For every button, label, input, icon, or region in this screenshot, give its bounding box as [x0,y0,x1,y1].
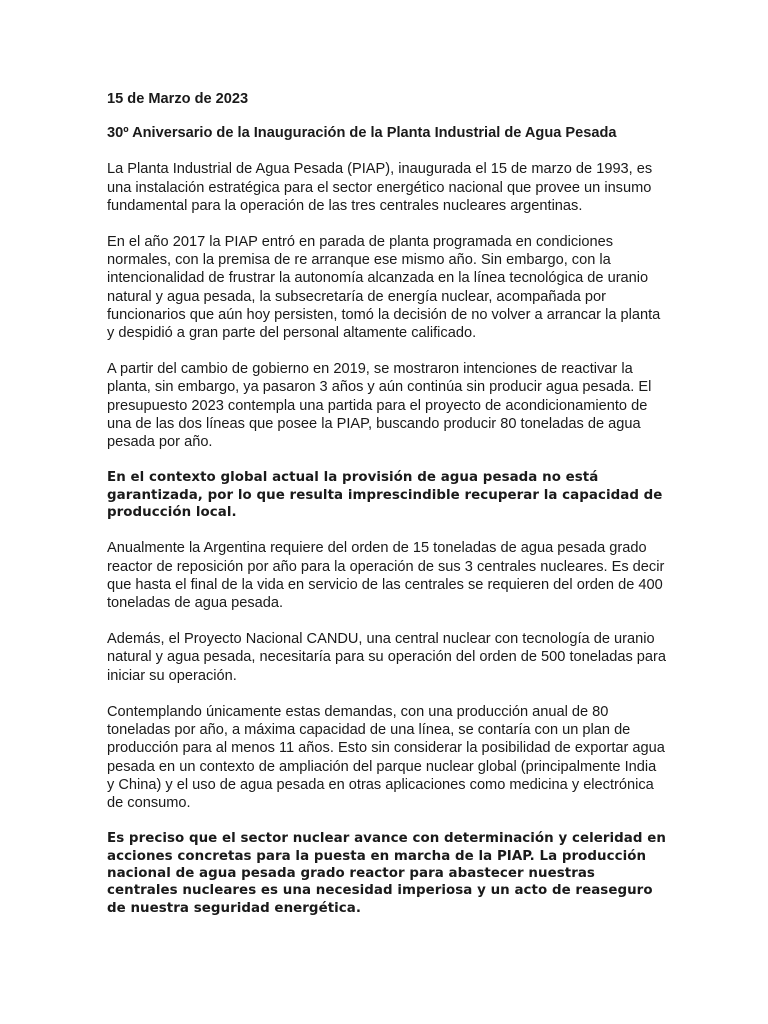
paragraph-annual-demand: Anualmente la Argentina requiere del orden de 15 toneladas de agua pesada grado reactor de reposición por año para la operación de sus 3 centrales nucleares. Es decir que hasta el final de la vida en servicio de las centrales se requieren del orden de 400 toneladas de agua pesada. [107,540,665,612]
paragraph-piap-intro: La Planta Industrial de Agua Pesada (PIAP), inaugurada el 15 de marzo de 1993, es una instalación estratégica para el sector energético nacional que provee un insumo fundamental para la operación de las tres centrales nucleares argentinas. [107,161,653,214]
paragraph-candu-project: Además, el Proyecto Nacional CANDU, una central nuclear con tecnología de uranio natural y agua pesada, necesitaría para su operación del orden de 500 toneladas para iniciar su operación. [107,631,667,684]
paragraph-2017-shutdown: En el año 2017 la PIAP entró en parada de planta programada en condiciones normales, con la premisa de re arranque ese mismo año. Sin embargo, con la intencionalidad de frustrar la autonomía alcanzada en la línea tecnológica de uranio natural y agua pesada, la subsecretaría de energía nuclear, acompañada por funcionarios que aún hoy persisten, tomó la decisión de no volver a arrancar la planta y despidió a gran parte del personal altamente calificado. [107,234,661,342]
paragraph-conclusion: Es preciso que el sector nuclear avance con determinación y celeridad en acciones concretas para la puesta en marcha de la PIAP. La producción nacional de agua pesada grado reactor para abastecer nuestras centrales nucleares es una necesidad imperiosa y un acto de reaseguro de nuestra seguridad energética. [107,831,666,916]
paragraph-production-plan: Contemplando únicamente estas demandas, con una producción anual de 80 toneladas por año, a máxima capacidad de una línea, se contaría con un plan de producción para al menos 11 años. Esto sin considerar la posibilidad de exportar agua pesada en un contexto de ampliación del parque nuclear global (principalmente India y China) y el uso de agua pesada en otras aplicaciones como medicina y electrónica de consumo. [107,703,665,811]
paragraph-global-context: En el contexto global actual la provisión de agua pesada no está garantizada, por lo que resulta imprescindible recuperar la capacidad de producción local. [107,470,663,521]
paragraph-2019-reactivation: A partir del cambio de gobierno en 2019, se mostraron intenciones de reactivar la planta, sin embargo, ya pasaron 3 años y aún continúa sin producir agua pesada. El presupuesto 2023 contempla una partida para el proyecto de acondicionamiento de una de las dos líneas que posee la PIAP, buscando producir 80 toneladas de agua pesada por año. [107,361,652,451]
document-title: 30º Aniversario de la Inauguración de la Planta Industrial de Agua Pesada [107,125,617,142]
document-date: 15 de Marzo de 2023 [107,91,249,107]
document-body [107,90,667,935]
